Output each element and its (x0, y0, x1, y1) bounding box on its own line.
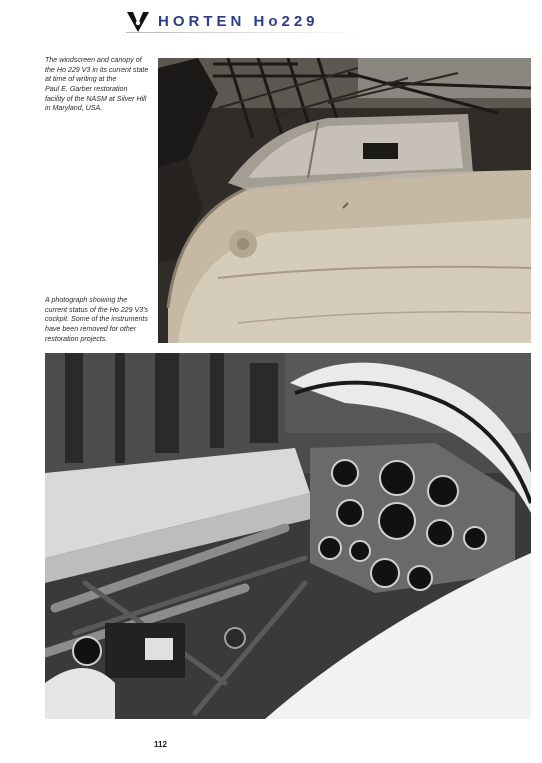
running-header (126, 8, 319, 34)
canopy-photo (158, 58, 531, 343)
page-number: 112 (154, 740, 167, 749)
header-rule (126, 32, 366, 33)
cockpit-caption: A photograph showing the current status of the Ho 229 V3's cockpit. Some of the instruments have been removed for other restoration projects. (45, 296, 149, 343)
canopy-caption: The windscreen and canopy of the Ho 229 V3 in its current state at time of writing at the Paul E. Garber restoration facility of the NASM at Silver Hill in Maryland, USA. (45, 56, 149, 113)
cockpit-photo (45, 353, 531, 719)
horten-emblem-icon (126, 9, 150, 33)
book-title: HORTEN Ho229 (158, 12, 319, 30)
